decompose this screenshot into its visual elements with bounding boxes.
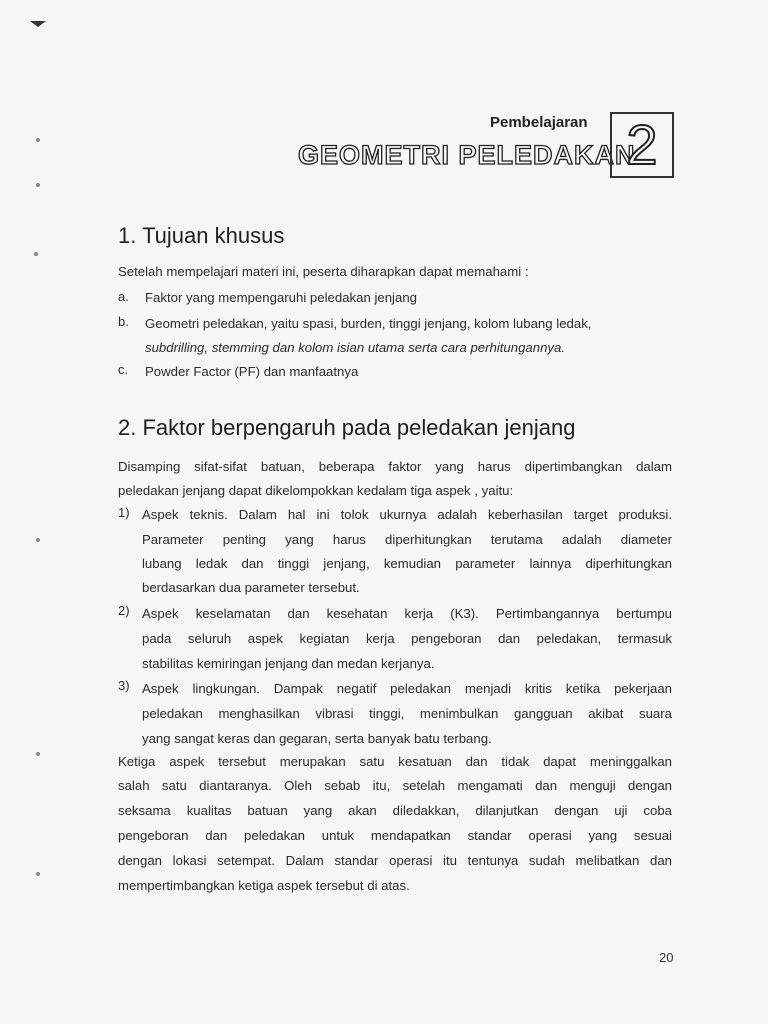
list-item-text: Geometri peledakan, yaitu spasi, burden, tinggi jenjang, kolom lubang ledak,: [145, 316, 592, 331]
closing-paragraph-line: Ketiga aspek tersebut merupakan satu kesatuan dan tidak dapat meninggalkan: [118, 754, 672, 769]
list-item-text: lubang ledak dan tinggi jenjang, kemudian parameter lainnya diperhitungkan: [142, 556, 672, 571]
section-1-heading: 1. Tujuan khusus: [118, 223, 285, 248]
binder-hole-mark: [36, 752, 40, 756]
list-item-text: pada seluruh aspek kegiatan kerja pengeboran dan peledakan, termasuk: [142, 631, 672, 646]
list-item-text: peledakan menghasilkan vibrasi tinggi, menimbulkan gangguan akibat suara: [142, 706, 672, 721]
list-marker: 3): [118, 678, 130, 693]
section-1-intro: Setelah mempelajari materi ini, peserta diharapkan dapat memahami :: [118, 264, 529, 279]
list-item-text: Faktor yang mempengaruhi peledakan jenjang: [145, 290, 417, 305]
closing-paragraph-line: mempertimbangkan ketiga aspek tersebut di atas.: [118, 878, 410, 893]
closing-paragraph-line: pengeboran dan peledakan untuk mendapatkan standar operasi yang sesuai: [118, 828, 672, 843]
list-item-text: Parameter penting yang harus diperhitungkan terutama adalah diameter: [142, 532, 672, 547]
page-number: 20: [659, 950, 674, 965]
list-item-text: Aspek lingkungan. Dampak negatif peledakan menjadi kritis ketika pekerjaan: [142, 681, 672, 696]
binder-hole-mark: [36, 183, 40, 187]
list-item-text: Aspek teknis. Dalam hal ini tolok ukurnya adalah keberhasilan target produksi.: [142, 507, 672, 522]
binder-hole-mark: [34, 252, 38, 256]
closing-paragraph-line: seksama kualitas batuan yang akan diledakkan, dilanjutkan dengan uji coba: [118, 803, 672, 818]
list-item-text: subdrilling, stemming dan kolom isian utama serta cara perhitungannya.: [145, 340, 566, 355]
list-marker: 1): [118, 505, 130, 520]
list-item-text: Powder Factor (PF) dan manfaatnya: [145, 364, 359, 379]
list-item-text: Aspek keselamatan dan kesehatan kerja (K3). Pertimbangannya bertumpu: [142, 606, 672, 621]
list-marker: c.: [118, 362, 129, 377]
list-item-text: yang sangat keras dan gegaran, serta banyak batu terbang.: [142, 731, 492, 746]
section-2-heading: 2. Faktor berpengaruh pada peledakan jenjang: [118, 415, 576, 440]
list-marker: a.: [118, 289, 129, 304]
section-2-intro-line: Disamping sifat-sifat batuan, beberapa faktor yang harus dipertimbangkan dalam: [118, 459, 672, 474]
chapter-number: 2: [626, 113, 658, 176]
list-item-text: berdasarkan dua parameter tersebut.: [142, 580, 360, 595]
binder-hole-mark: [36, 538, 40, 542]
closing-paragraph-line: dengan lokasi setempat. Dalam standar operasi itu tentunya sudah melibatkan dan: [118, 853, 672, 868]
chapter-title: GEOMETRI PELEDAKAN: [298, 140, 636, 170]
lesson-label: Pembelajaran: [490, 114, 588, 131]
chapter-number-box: [610, 112, 674, 178]
list-marker: b.: [118, 314, 129, 329]
binder-hole-mark: [36, 872, 40, 876]
binder-hole-mark: [36, 138, 40, 142]
corner-arrow-icon: [30, 20, 46, 28]
section-2-intro-line: peledakan jenjang dapat dikelompokkan kedalam tiga aspek , yaitu:: [118, 483, 514, 498]
list-marker: 2): [118, 603, 130, 618]
closing-paragraph-line: salah satu diantaranya. Oleh sebab itu, setelah mengamati dan menguji dengan: [118, 778, 672, 793]
list-item-text: stabilitas kemiringan jenjang dan medan kerjanya.: [142, 656, 435, 671]
